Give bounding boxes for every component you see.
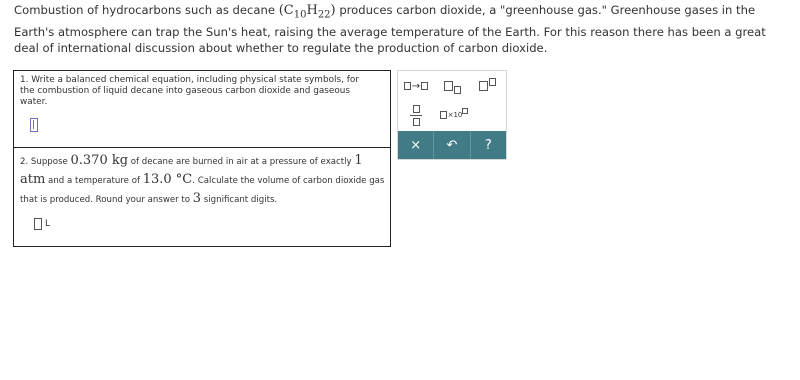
volume-answer-field[interactable] [34,218,50,230]
fraction-button[interactable] [398,101,434,129]
close-icon: × [410,137,422,153]
answer-unit-label: L [45,219,51,229]
action-button-row [398,131,506,159]
intro-text-suffix: produces carbon dioxide, a "greenhouse gas." Greenhouse gases in the Earth's atmosphere can trap the Sun's heat, raising the average temperature of the Earth. For this reason there has been a great deal of international discussion about whether to regulate the production of carbon dioxide. [14,3,766,55]
question-2-text: 2. Suppose 0.370 kg of decane are burned in air at a pressure of exactly 1 atm and a temperature of 13.0 °C. Calculate the volume of carbon dioxide gas that is produced. Round your answer to 3 significant digits. [20,153,385,206]
question-2 [14,148,390,245]
math-toolbar [397,70,507,160]
problem-intro [14,2,786,56]
mass-value: 0.370 kg [70,153,129,168]
question-panel [13,70,391,247]
sigfigs-value: 3 [192,191,202,206]
subscript-button[interactable] [435,75,469,97]
temperature-value: 13.0 °C [142,172,193,187]
question-1 [14,71,390,148]
equation-input-cursor[interactable] [30,118,38,132]
decane-formula: $(C_{10}H_{22})$ [278,3,336,21]
intro-text-prefix: Combustion of hydrocarbons such as decane [14,3,276,17]
reaction-arrow-button[interactable]: → [398,75,434,97]
clear-button[interactable] [398,131,434,159]
answer-input-box[interactable] [34,218,42,230]
help-button[interactable] [471,131,506,159]
scientific-notation-button[interactable]: ×10 [434,101,474,129]
pressure-value: 1 atm [20,153,363,187]
help-icon: ? [484,137,492,153]
undo-button[interactable] [434,131,470,159]
superscript-button[interactable] [470,75,504,97]
question-1-text: 1. Write a balanced chemical equation, including physical state symbols, for the combustion of liquid decane into gaseous carbon dioxide and gaseous water. [20,75,359,107]
undo-icon: ↶ [446,137,458,153]
